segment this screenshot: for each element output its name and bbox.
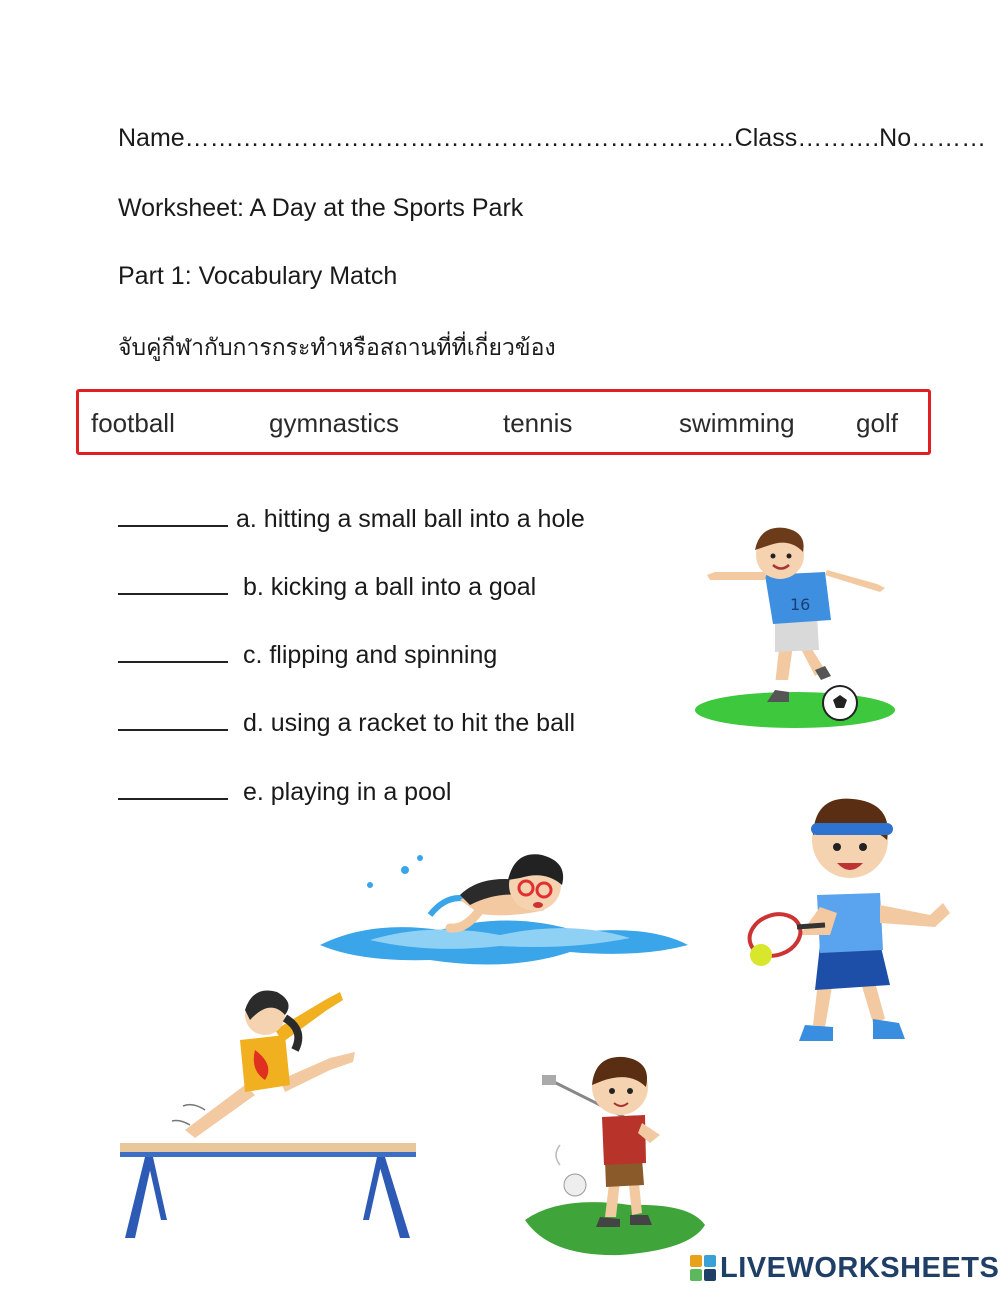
match-item <box>118 637 497 670</box>
answer-blank[interactable] <box>118 501 228 527</box>
worksheet-title: Worksheet: A Day at the Sports Park <box>118 194 524 222</box>
match-item <box>118 705 575 738</box>
swimmer-icon <box>310 840 690 980</box>
instruction-thai: จับคู่กีฬากับการกระทำหรือสถานที่ที่เกี่ยวข้อง <box>118 335 556 361</box>
answer-blank[interactable] <box>118 569 228 595</box>
match-item <box>118 569 536 602</box>
answer-blank[interactable] <box>118 774 228 800</box>
liveworksheets-logo <box>690 1252 999 1284</box>
part-title: Part 1: Vocabulary Match <box>118 262 398 290</box>
match-item <box>118 501 585 534</box>
word-bank-item: football <box>91 408 175 438</box>
word-bank-item: golf <box>856 408 898 438</box>
match-item-text: d. using a racket to hit the ball <box>236 709 576 737</box>
word-bank <box>76 389 931 455</box>
svg-text:16: 16 <box>790 595 811 614</box>
match-item-text: e. playing in a pool <box>236 778 452 806</box>
match-item-text: c. flipping and spinning <box>236 641 498 669</box>
tennis-player-icon <box>745 795 955 1055</box>
match-item <box>118 774 451 807</box>
word-bank-item: tennis <box>503 408 573 438</box>
word-bank-item: swimming <box>679 408 795 438</box>
name-class-number-line: Name…………………………………………………………Class……….No……… <box>118 124 987 152</box>
golfer-icon <box>520 1045 710 1270</box>
match-item-text: b. kicking a ball into a goal <box>236 573 537 601</box>
answer-blank[interactable] <box>118 637 228 663</box>
match-item-text: a. hitting a small ball into a hole <box>236 505 585 533</box>
logo-mark-icon <box>690 1255 716 1281</box>
word-bank-item: gymnastics <box>269 408 400 438</box>
football-player-icon <box>695 520 905 735</box>
answer-blank[interactable] <box>118 705 228 731</box>
logo-text: LIVEWORKSHEETS <box>720 1251 1000 1284</box>
gymnast-on-beam-icon <box>115 980 425 1245</box>
